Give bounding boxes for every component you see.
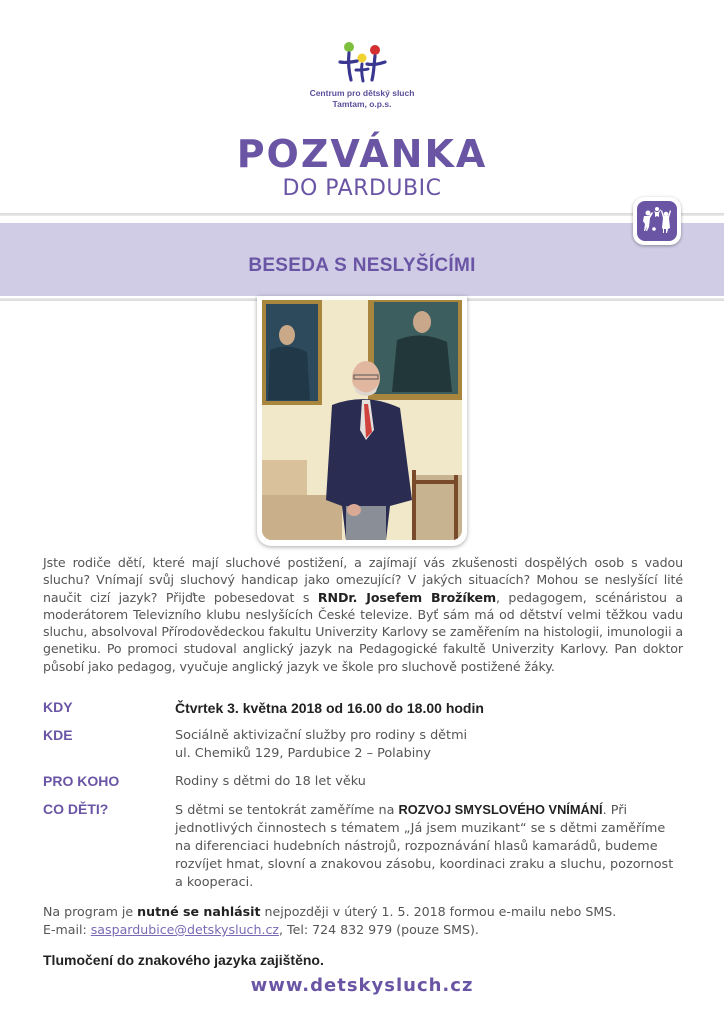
where-label: KDE — [43, 727, 73, 743]
speaker-photo — [262, 300, 462, 540]
audience-value: Rodiny s dětmi do 18 let věku — [175, 774, 366, 789]
email-link[interactable]: saspardubice@detskysluch.cz — [90, 922, 280, 937]
when-label: KDY — [43, 699, 73, 715]
children-program-label: CO DĚTI? — [43, 801, 109, 817]
interpretation-note: Tlumočení do znakového jazyka zajištěno. — [43, 952, 324, 968]
page-subtitle: DO PARDUBIC — [282, 176, 442, 201]
where-value: Sociálně aktivizační služby pro rodiny s dětmi ul. Chemiků 129, Pardubice 2 – Polabiny — [175, 728, 468, 761]
speaker-photo-frame — [257, 296, 467, 546]
audience-label: PRO KOHO — [43, 773, 120, 789]
logo-org-legal: Tamtam, o.p.s. — [332, 99, 392, 109]
website-link[interactable]: www.detskysluch.cz — [250, 975, 474, 996]
when-value: Čtvrtek 3. května 2018 od 16.00 do 18.00 hodin — [175, 700, 484, 716]
event-title: BESEDA S NESLYŠÍCÍMI — [248, 255, 476, 276]
speaker-name: RNDr. Josefem Brožíkem — [317, 589, 496, 605]
logo-figures-icon — [332, 40, 392, 84]
children-program-value: S dětmi se tentokrát zaměříme na ROZVOJ SMYSLOVÉHO VNÍMÁNÍ. Při jednotlivých činnostech s tématem „Já jsem muzikant“ se s dětmi zaměříme na diferenciaci hudebních nástrojů, rozpoznávání hlasů kamarádů, budeme rozvíjet hmat, slovní a znakovou zásobu, koordinaci zraku a sluchu, pozornost a kooperaci. — [175, 802, 674, 890]
children-badge — [633, 197, 681, 245]
registration-info: Na program je nutné se nahlásit nejpozději v úterý 1. 5. 2018 formou e-mailu nebo SMS. E-mail: saspardubice@detskysluch.cz, Tel: 724 832 979 (pouze SMS). — [43, 904, 617, 937]
organization-logo — [300, 40, 424, 110]
band-top-divider — [0, 213, 724, 216]
page-title: POZVÁNKA — [236, 132, 488, 176]
logo-org-name: Centrum pro dětský sluch — [309, 88, 415, 98]
intro-paragraph: Jste rodiče dětí, které mají sluchové postižení, a zajímají vás zkušenosti dospělých osob s vadou sluchu? Vnímají svůj sluchový handicap jako omezující? V jakých situacích? Mohou se neslyšící lité naučit cizí jazyk? Přijďte pobesedovat s RNDr. Josefem Brožíkem, pedagogem, scénáristou a moderátorem Televizního klubu neslyšících České televize. Byť sám má od dětství velmi těžkou vadu sluchu, absolvoval Přírodovědeckou fakultu Univerzity Karlovy se zaměřením na histologii, imunologii a genetiku. Po promoci studoval anglický jazyk na Pedagogické fakultě Univerzity Karlovy. Pan doktor působí jako pedagog, vyučuje anglický jazyk ve škole pro sluchově postižené žáky. — [43, 555, 683, 674]
children-playing-icon — [637, 201, 677, 241]
